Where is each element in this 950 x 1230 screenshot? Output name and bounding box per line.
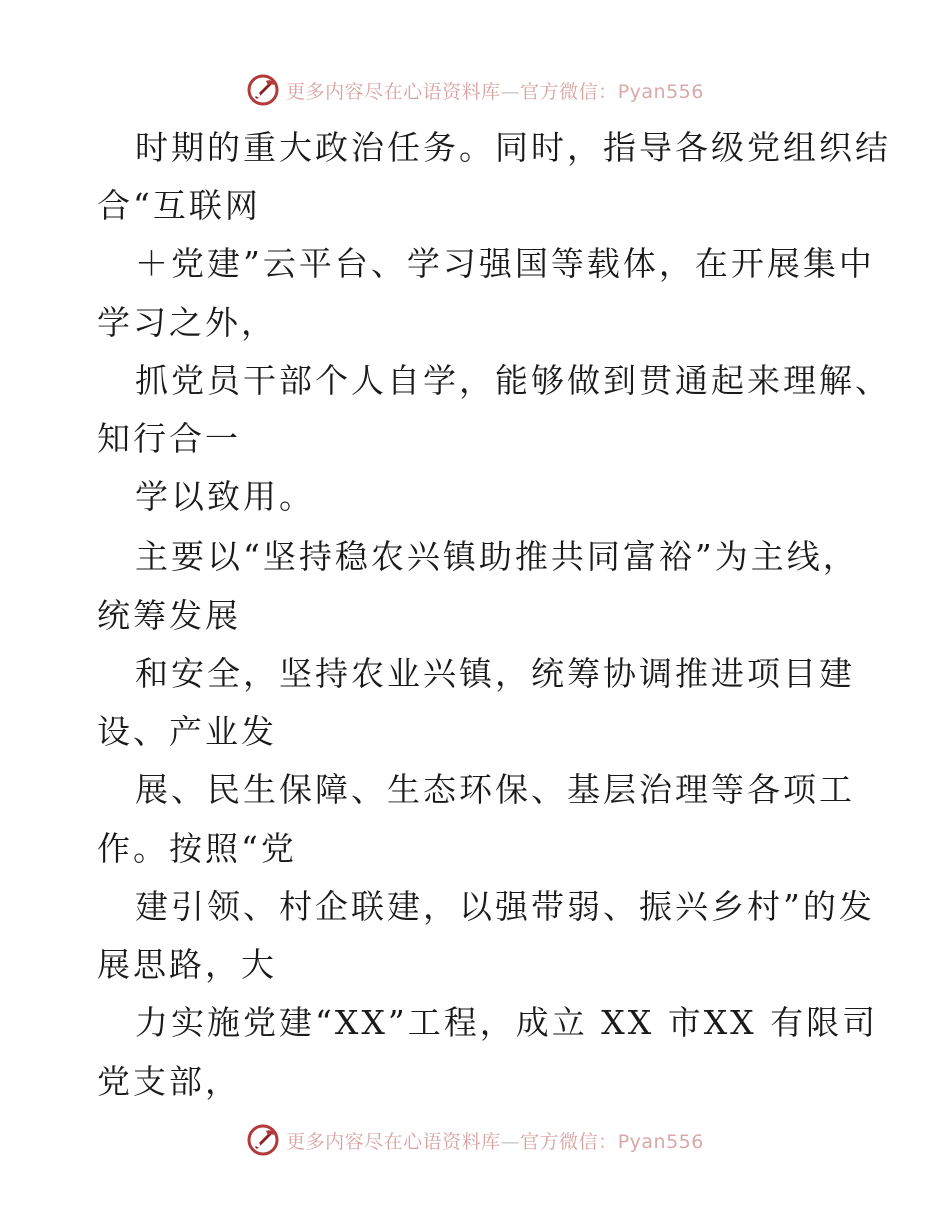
text-line: 抓党员干部个人自学，能够做到贯通起来理解、 <box>135 361 891 400</box>
text-line: 学以致用。 <box>135 477 315 516</box>
footer-watermark <box>0 1120 950 1160</box>
text-line: 统筹发展 <box>97 596 241 635</box>
watermark-id: Pyan556 <box>617 80 704 103</box>
text-line: 设、产业发 <box>97 712 277 751</box>
watermark-text <box>286 1127 704 1154</box>
text-line: 知行合一 <box>97 419 241 458</box>
text-line: 建引领、村企联建，以强带弱、振兴乡村”的发 <box>135 887 875 926</box>
text-line: 主要以“坚持稳农兴镇助推共同富裕”为主线， <box>135 537 859 576</box>
watermark-label: 官方微信： <box>520 80 618 103</box>
watermark-text <box>286 77 704 104</box>
watermark-label: 官方微信： <box>520 1130 618 1153</box>
text-line: 合“互联网 <box>97 186 261 225</box>
text-line: 党支部， <box>97 1062 241 1101</box>
watermark-separator: — <box>500 1130 521 1153</box>
watermark-main: 更多内容尽在心语资料库 <box>286 1130 501 1153</box>
text-line: ＋党建”云平台、学习强国等载体，在开展集中 <box>135 244 875 283</box>
watermark-separator: — <box>500 80 521 103</box>
quill-logo-icon <box>246 1123 280 1157</box>
text-line: 时期的重大政治任务。同时，指导各级党组织结 <box>135 128 891 167</box>
header-watermark <box>0 70 950 110</box>
watermark-id: Pyan556 <box>617 1130 704 1153</box>
text-line: 学习之外， <box>97 303 277 342</box>
watermark-main: 更多内容尽在心语资料库 <box>286 80 501 103</box>
text-line: 展、民生保障、生态环保、基层治理等各项工 <box>135 770 855 809</box>
text-line: 展思路，大 <box>97 945 277 984</box>
text-line: 作。按照“党 <box>97 829 297 868</box>
quill-logo-icon <box>246 73 280 107</box>
text-line: 和安全，坚持农业兴镇，统筹协调推进项目建 <box>135 654 855 693</box>
text-line: 力实施党建“XX”工程，成立 XX 市XX 有限司 <box>135 1003 879 1042</box>
